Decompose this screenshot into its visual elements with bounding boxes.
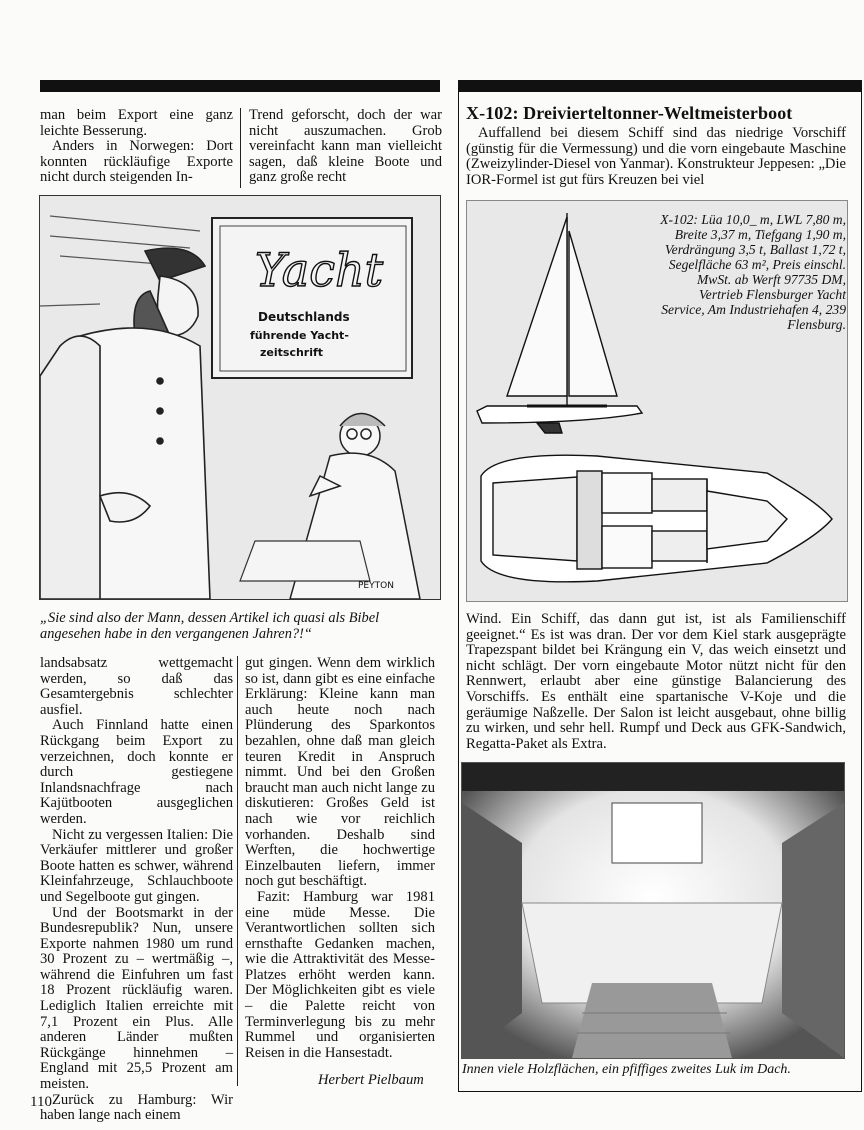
column-divider [240, 108, 241, 188]
photo-caption: Innen viele Holzflächen, ein pfiffiges zweites Luk im Dach. [462, 1062, 791, 1077]
paragraph: Wind. Ein Schiff, das dann gut ist, ist als Familienschiff geeignet.“ Es ist was dran. Der vor dem Kiel stark ausgeprägte Trapezspant bildet bei Krängung ein V, das weich einsetzt und nicht schlägt. Der vorn eingebaute Motor nützt nicht für den Rennwert, erlaubt aber eine günstige Balancierung des Vorschiffs. Es enthält eine spartanische V-Koje und die geräumige Naßzelle. Der Salon ist leicht ausgebaut, ohne billig zu wirken, und sehr hell. Rumpf und Deck aus GFK-Sandwich, Regatta-Paket als Extra. [466, 611, 846, 752]
box-title: X-102: Dreivierteltonner-Weltmeisterboot [466, 103, 793, 123]
paragraph: Auch Finnland hatte einen Rückgang beim Export zu verzeichnen, doch konnte er durch gestiegene Inlandsnachfrage nach Kajütbooten ausgeglichen werden. [40, 717, 233, 827]
interior-photo-image [462, 763, 844, 1058]
cartoon-drawing [40, 196, 440, 599]
paragraph: Zurück zu Hamburg: Wir haben lange nach einem [40, 1091, 233, 1124]
svg-text:Deutschlands: Deutschlands [258, 310, 350, 324]
cartoon-caption: „Sie sind also der Mann, dessen Artikel ich quasi als Bibel angesehen habe in den vergangenen Jahren?!“ [40, 610, 380, 642]
paragraph: gut gingen. Wenn dem wirklich so ist, dann gibt es eine einfache Erklärung: Kleine kann man auch heute noch nach Plünderung des Sparkontos bezahlen, ohne daß man gleich teuren Kredit in Anspruch nimmt. Und bei den Großen braucht man auch nicht lange zu diskutieren: Großes Geld ist nach wie vor reichlich vorhanden. Deshalb sind Werften, die hochwertige Einzelbauten liefern, immer noch gut beschäftigt. [245, 655, 435, 890]
cartoon-signature: PEYTON [358, 581, 394, 591]
author-byline: Herbert Pielbaum [318, 1072, 424, 1088]
paragraph: man beim Export eine ganz leichte Besserung. [40, 107, 233, 139]
poster-title: Yacht [255, 243, 384, 297]
paragraph: Nicht zu vergessen Italien: Die Verkäufer mittlerer und großer Boote hatten es schwer, während Kleinfahrzeuge, Schlauchboote und Segelboote gut gingen. [40, 826, 233, 905]
left-bottom-column-1 [40, 656, 233, 1124]
paragraph: Anders in Norwegen: Dort konnten rückläufige Exporte nicht durch steigenden In- [40, 138, 233, 186]
paragraph: Auffallend bei diesem Schiff sind das niedrige Vorschiff (günstig für die Vermessung) und die vorn eingebaute Maschine (Zweizylinder-Diesel von Yanmar). Konstrukteur Jeppesen: „Die IOR-Formel ist gut fürs Kreuzen bei viel [466, 125, 846, 188]
svg-text:zeitschrift: zeitschrift [260, 346, 324, 359]
paragraph: Trend geforscht, doch der war nicht auszumachen. Grob vereinfacht kann man vielleicht sagen, daß kleine Boote und ganz große recht [249, 107, 442, 186]
paragraph: landsabsatz wettgemacht werden, so daß das Gesamtergebnis schlechter ausfiel. [40, 655, 233, 718]
cartoon-illustration [39, 195, 441, 600]
top-rule-left [40, 80, 440, 92]
page-number: 110 [30, 1094, 52, 1110]
left-top-column-2 [249, 108, 442, 186]
paragraph: Und der Bootsmarkt in der Bundesrepublik? Nun, unsere Exporte nahmen 1980 um rund 30 Prozent zu – wertmäßig –, während die Einfuhren um fast 18 Prozent rückläufig waren. Lediglich Italien erreichte mit 7,1 Prozent ein Plus. Alle anderen Länder mußten Rückgänge hinnehmen – England mit 25,5 Prozent am meisten. [40, 904, 233, 1093]
svg-text:führende Yacht-: führende Yacht- [250, 329, 349, 342]
paragraph: Fazit: Hamburg war 1981 eine müde Messe. Die Verantwortlichen sollten sich ernsthafte Gedanken machen, wie die Attraktivität des Messe-Platzes erhöht werden kann. Der Möglichkeiten gibt es viele – die Palette reicht von Terminverlegung bis zu mehr Rummel und organisierten Reisen in die Hansestadt. [245, 888, 435, 1061]
left-top-column-1 [40, 108, 233, 186]
box-intro [466, 126, 846, 188]
left-bottom-column-2 [245, 656, 435, 1061]
box-body [466, 612, 846, 752]
yacht-specs: X-102: Lüa 10,0_ m, LWL 7,80 m, Breite 3,37 m, Tiefgang 1,90 m, Verdrängung 3,5 t, Ballast 1,72 t, Segelfläche 63 m², Preis einschl. MwSt. ab Werft 97735 DM, Vertrieb Flensburger Yacht Service, Am Industriehafen 4, 239 Flensburg. [660, 212, 846, 332]
interior-photo [461, 762, 845, 1059]
column-divider [237, 656, 238, 1086]
